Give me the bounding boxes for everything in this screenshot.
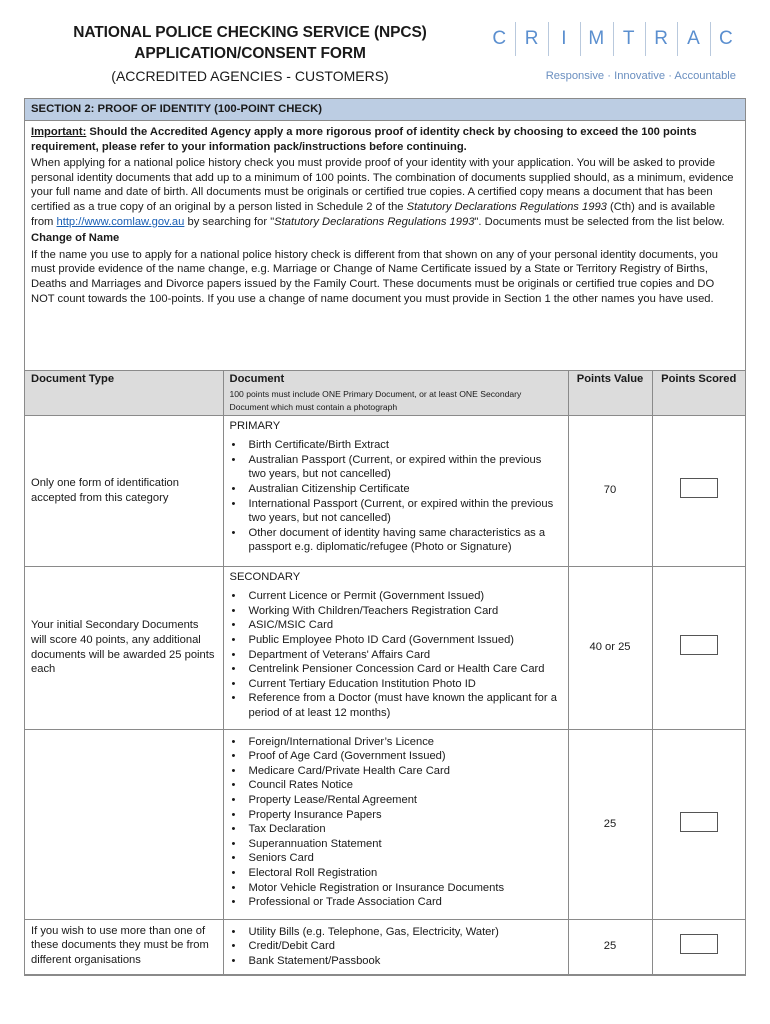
proof-instructions bbox=[31, 156, 739, 229]
document-type-cell bbox=[25, 729, 223, 919]
points-scored-input[interactable] bbox=[680, 812, 718, 832]
list-item: • Motor Vehicle Registration or Insurance Documents bbox=[230, 881, 562, 896]
document-list bbox=[230, 589, 562, 720]
category-label: SECONDARY bbox=[229, 570, 301, 583]
document-list bbox=[230, 735, 562, 910]
section-2-form bbox=[24, 98, 746, 976]
list-item: • Seniors Card bbox=[230, 851, 562, 866]
list-item: • Birth Certificate/Birth Extract bbox=[230, 438, 562, 453]
points-scored-input[interactable] bbox=[680, 635, 718, 655]
header-document-label: Document bbox=[229, 373, 285, 385]
list-item: • Electoral Roll Registration bbox=[230, 866, 562, 881]
list-item: • Current Licence or Permit (Government Issued) bbox=[230, 589, 562, 604]
header-points-scored: Points Scored bbox=[652, 371, 745, 415]
title-block bbox=[24, 22, 476, 86]
form-subtitle: (ACCREDITED AGENCIES - CUSTOMERS) bbox=[111, 68, 389, 84]
logo-letter: T bbox=[613, 22, 645, 56]
change-of-name-heading: Change of Name bbox=[31, 232, 120, 245]
document-list-cell bbox=[223, 415, 568, 566]
list-item: • Public Employee Photo ID Card (Government Issued) bbox=[230, 633, 562, 648]
form-title-line2: APPLICATION/CONSENT FORM bbox=[134, 45, 366, 62]
important-label: Important: bbox=[31, 126, 87, 138]
para1-mid: (Cth) and is available from bbox=[31, 200, 716, 228]
list-item: • Bank Statement/Passbook bbox=[230, 954, 562, 969]
header-document-note: 100 points must include ONE Primary Document, or at least ONE Secondary Document which must contain a photograph bbox=[229, 388, 522, 412]
list-item: • Foreign/International Driver’s Licence bbox=[230, 735, 562, 750]
logo-letter: R bbox=[515, 22, 547, 56]
list-item: • Australian Citizenship Certificate bbox=[230, 482, 562, 497]
para1-search: by searching for " bbox=[184, 215, 275, 228]
header-document-type: Document Type bbox=[25, 371, 223, 415]
list-item: • Tax Declaration bbox=[230, 822, 562, 837]
important-note bbox=[31, 125, 739, 154]
points-scored-cell bbox=[652, 566, 745, 729]
list-item: • ASIC/MSIC Card bbox=[230, 618, 562, 633]
list-item: • Property Insurance Papers bbox=[230, 808, 562, 823]
change-of-name-text: If the name you use to apply for a national police history check is different from that shown on any of your personal identity documents, you must provide evidence of the name change, e.g. Marriage or Change of Name Certificate issued by a State or Territory Registry of Births, Deaths and Marriages and Divorce papers issued by the Family Court. These documents must be originals or certified true copies and DO NOT count towards the 100-points. If you use a change of name document you must provide in Section 1 the other names you have used. bbox=[31, 248, 718, 305]
documents-table bbox=[25, 371, 745, 975]
para1-start: When applying for a national police history check you must provide proof of your identity with your application. You will be asked to provide personal identity documents that add up to a minimum of 100 points. The combination of documents supplied should, as a minimum, evidence your full name and date of birth. All documents must be originals or certified true copies. A certified copy means a document that has been certified as a true copy of an original by a person listed in Schedule 2 of the bbox=[31, 157, 734, 213]
list-item: • Current Tertiary Education Institution Photo ID bbox=[230, 677, 562, 692]
points-value-cell: 25 bbox=[568, 729, 652, 919]
header-document bbox=[223, 371, 568, 415]
logo-letter: M bbox=[580, 22, 612, 56]
logo-letter: R bbox=[645, 22, 677, 56]
logo-letter: C bbox=[710, 22, 742, 56]
list-item: • Australian Passport (Current, or expired within the previous two years, but not cancelled) bbox=[230, 453, 562, 482]
logo-letter: A bbox=[677, 22, 709, 56]
document-list-cell bbox=[223, 729, 568, 919]
logo-letters bbox=[484, 22, 742, 56]
points-scored-cell bbox=[652, 919, 745, 974]
form-title-line1: NATIONAL POLICE CHECKING SERVICE (NPCS) bbox=[73, 24, 427, 41]
list-item: • Superannuation Statement bbox=[230, 837, 562, 852]
comlaw-link[interactable]: http://www.comlaw.gov.au bbox=[56, 215, 185, 228]
points-scored-cell bbox=[652, 729, 745, 919]
table-row bbox=[25, 919, 745, 974]
list-item: • Medicare Card/Private Health Care Card bbox=[230, 764, 562, 779]
list-item: • Department of Veterans' Affairs Card bbox=[230, 648, 562, 663]
list-item: • Utility Bills (e.g. Telephone, Gas, Electricity, Water) bbox=[230, 925, 562, 940]
points-scored-cell bbox=[652, 415, 745, 566]
list-item: • International Passport (Current, or expired within the previous two years, but not cancelled) bbox=[230, 497, 562, 526]
statute-name: Statutory Declarations Regulations 1993 bbox=[406, 200, 607, 213]
list-item: • Reference from a Doctor (must have known the applicant for a period of at least 12 months) bbox=[230, 691, 562, 720]
points-value-cell: 70 bbox=[568, 415, 652, 566]
document-list-cell bbox=[223, 919, 568, 974]
points-scored-input[interactable] bbox=[680, 478, 718, 498]
table-row bbox=[25, 415, 745, 566]
list-item: • Property Lease/Rental Agreement bbox=[230, 793, 562, 808]
crimtrac-logo bbox=[484, 22, 742, 86]
document-list-cell bbox=[223, 566, 568, 729]
points-value-cell: 40 or 25 bbox=[568, 566, 652, 729]
header-points-value: Points Value bbox=[568, 371, 652, 415]
important-text: Should the Accredited Agency apply a more rigorous proof of identity check by choosing to exceed the 100 points requirement, please refer to your information pack/instructions before continuing. bbox=[31, 126, 697, 153]
section-heading: SECTION 2: PROOF OF IDENTITY (100-POINT CHECK) bbox=[25, 99, 745, 121]
list-item: • Council Rates Notice bbox=[230, 778, 562, 793]
section-intro bbox=[25, 121, 745, 371]
table-header-row bbox=[25, 371, 745, 415]
para1-end: ". Documents must be selected from the list below. bbox=[474, 215, 725, 228]
list-item: • Working With Children/Teachers Registration Card bbox=[230, 604, 562, 619]
list-item: • Centrelink Pensioner Concession Card or Health Care Card bbox=[230, 662, 562, 677]
document-type-cell: Only one form of identification accepted from this category bbox=[25, 415, 223, 566]
logo-letter: I bbox=[548, 22, 580, 56]
logo-tagline: Responsive · Innovative · Accountable bbox=[545, 70, 736, 82]
document-list bbox=[230, 438, 562, 555]
list-item: • Other document of identity having same characteristics as a passport e.g. diplomatic/refugee (Photo or Signature) bbox=[230, 526, 562, 555]
table-row bbox=[25, 729, 745, 919]
list-item: • Credit/Debit Card bbox=[230, 939, 562, 954]
document-list bbox=[230, 925, 562, 969]
document-type-cell: Your initial Secondary Documents will score 40 points, any additional documents will be awarded 25 points each bbox=[25, 566, 223, 729]
points-value-cell: 25 bbox=[568, 919, 652, 974]
form-header bbox=[0, 0, 770, 98]
statute-name-2: Statutory Declarations Regulations 1993 bbox=[274, 215, 475, 228]
points-scored-input[interactable] bbox=[680, 934, 718, 954]
logo-letter: C bbox=[492, 28, 508, 49]
document-type-cell: If you wish to use more than one of these documents they must be from different organisations bbox=[25, 919, 223, 974]
list-item: • Proof of Age Card (Government Issued) bbox=[230, 749, 562, 764]
list-item: • Professional or Trade Association Card bbox=[230, 895, 562, 910]
category-label: PRIMARY bbox=[229, 419, 281, 432]
table-row bbox=[25, 566, 745, 729]
